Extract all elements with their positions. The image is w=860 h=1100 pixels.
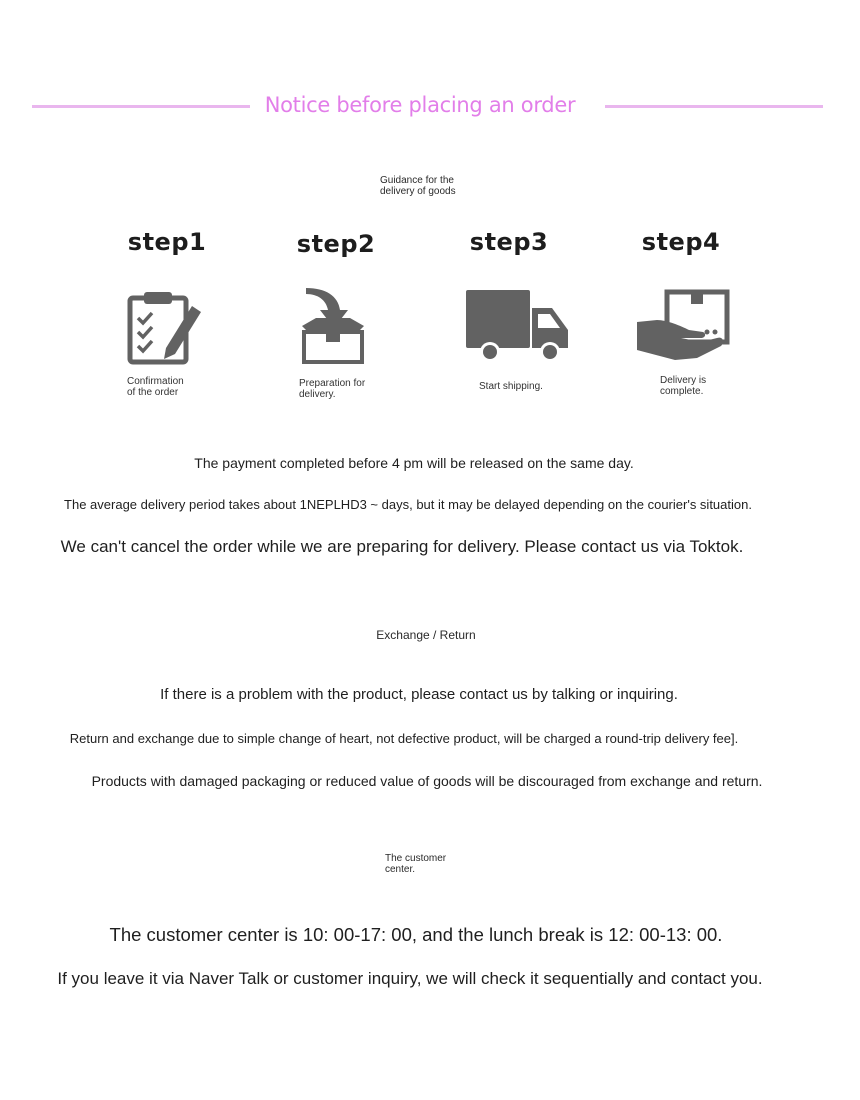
step-1-caption: Confirmation of the order — [127, 376, 184, 398]
step-3-caption: Start shipping. — [479, 381, 543, 392]
customer-heading: The customer center. — [385, 853, 447, 875]
hand-box-icon — [637, 288, 731, 362]
box-arrow-icon — [300, 288, 366, 364]
header-rule-right — [605, 105, 823, 108]
delivery-line-2: The average delivery period takes about 1NEPLHD3 ~ days, but it may be delayed depending on the courier's situation. — [64, 497, 752, 512]
delivery-line-1: The payment completed before 4 pm will be released on the same day. — [194, 455, 634, 471]
customer-line-2: If you leave it via Naver Talk or customer inquiry, we will check it sequentially and contact you. — [57, 969, 763, 988]
header-rule-left — [32, 105, 250, 108]
step-3-label: step3 — [469, 228, 549, 256]
step-4-label: step4 — [641, 228, 721, 256]
customer-line-1: The customer center is 10: 00-17: 00, and the lunch break is 12: 00-13: 00. — [109, 924, 723, 945]
clipboard-checklist-icon — [126, 288, 204, 366]
exchange-heading: Exchange / Return — [376, 628, 476, 642]
exchange-line-1: If there is a problem with the product, please contact us by talking or inquiring. — [160, 686, 678, 703]
delivery-heading: Guidance for the delivery of goods — [380, 175, 456, 197]
page-title: Notice before placing an order — [264, 93, 576, 117]
step-1-label: step1 — [127, 228, 207, 256]
step-2-caption: Preparation for delivery. — [299, 378, 366, 400]
truck-icon — [466, 290, 572, 364]
step-4-caption: Delivery is complete. — [660, 375, 707, 397]
exchange-line-2: Return and exchange due to simple change of heart, not defective product, will be charged a round-trip delivery fee]. — [69, 731, 739, 746]
delivery-line-3: We can't cancel the order while we are preparing for delivery. Please contact us via Toktok. — [60, 537, 744, 556]
exchange-line-3: Products with damaged packaging or reduced value of goods will be discouraged from exchange and return. — [91, 773, 763, 789]
step-2-label: step2 — [296, 230, 376, 258]
